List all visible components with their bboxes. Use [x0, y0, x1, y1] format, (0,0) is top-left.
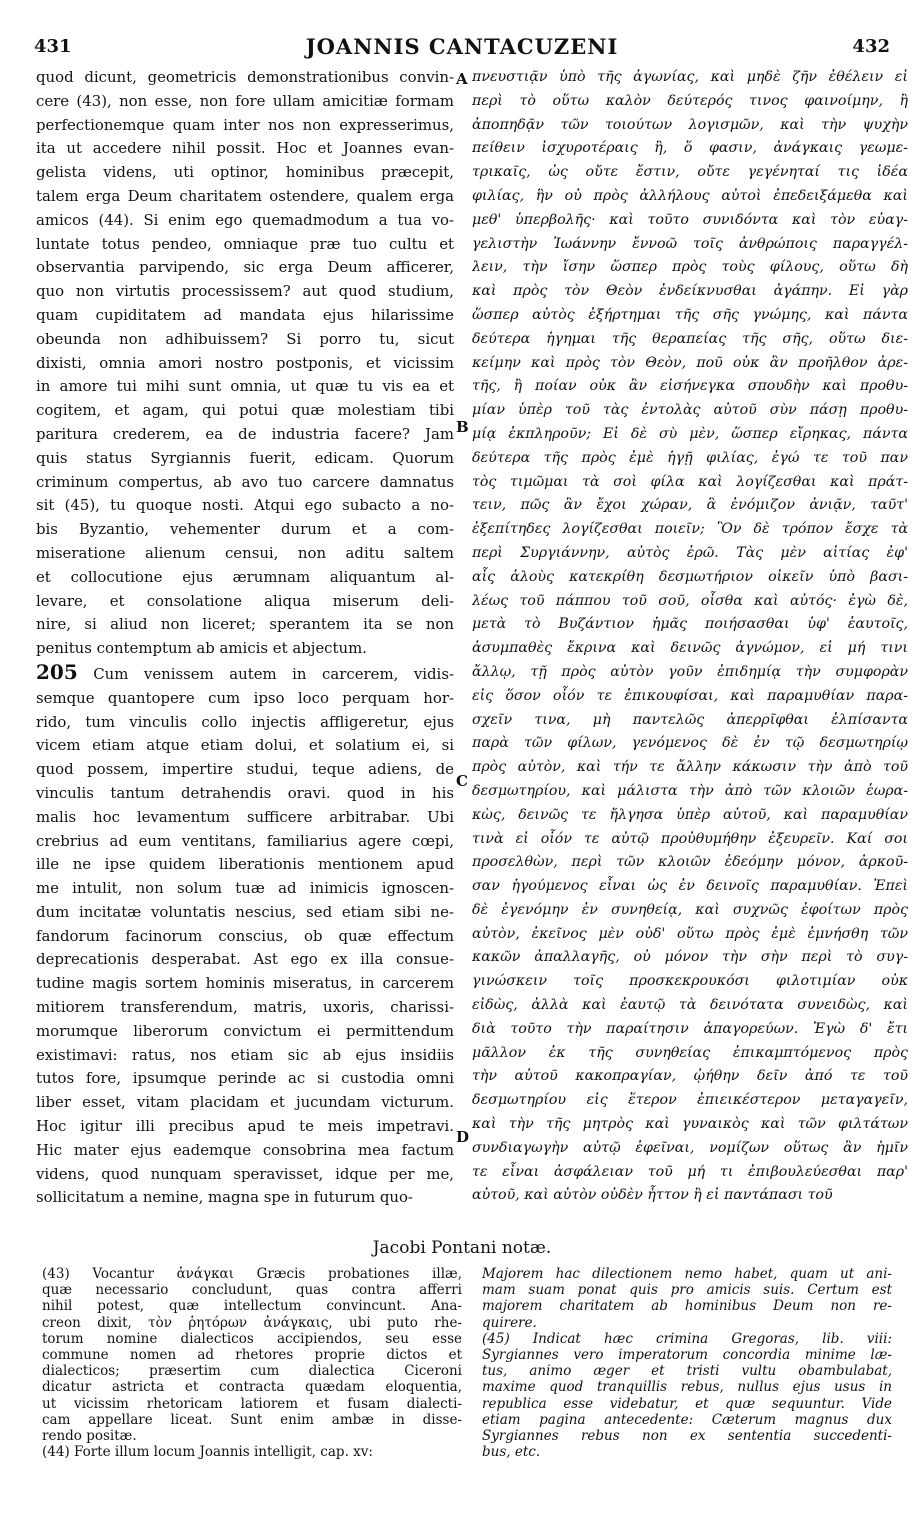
marker-d: D — [456, 1128, 470, 1146]
latin-text-line: quod possem, impertire studui, teque adiens, de — [36, 760, 454, 779]
latin-text-line: liber esset, vitam placidam et jucundam victurum. — [36, 1093, 454, 1112]
marker-b: B — [456, 418, 469, 436]
greek-text-line: ἀποπηδᾷν τῶν τοιούτων λογισμῶν, καὶ τὴν ψυχὴν — [472, 116, 908, 133]
greek-text-line: σχεῖν τινα, μὴ παντελῶς ἀπερρῖφθαι ἐλπίσαντα — [472, 711, 908, 728]
latin-text-line: gelista videns, uti optinor, hominibus præcepit, — [36, 163, 454, 182]
greek-text-line: τινὰ εἰ οἷόν τε αὐτῷ προὐθυμήθην ἐξευρεῖν. Καί σοι — [472, 830, 908, 847]
latin-text-line: quam cupiditatem ad mandata ejus hilarissime — [36, 305, 454, 324]
latin-text-line: levare, et consolatione aliqua miserum deli- — [36, 591, 454, 610]
note-line: (45) Indicat hæc crimina Gregoras, lib. viii: — [482, 1330, 892, 1347]
greek-text-line: κείμην καὶ πρὸς τὸν Θεὸν, ποῦ οὐκ ἂν προῆλθον ἀρε- — [472, 354, 908, 371]
notes-title: Jacobi Pontani notæ. — [372, 1238, 552, 1258]
latin-text-line: cogitem, et agam, qui potui quæ molestiam tibi — [36, 401, 454, 420]
latin-text-line: miseratione alienum censui, non aditu saltem — [36, 543, 454, 562]
greek-text-line: μίαν ὑπὲρ τοῦ τὰς ἐντολὰς αὐτοῦ σὺν πάσῃ προθυ- — [472, 402, 908, 419]
note-line: torum nomine dialecticos accipiendos, seu esse — [42, 1330, 462, 1347]
latin-text-line: morumque liberorum convictum ei permittendum — [36, 1021, 454, 1040]
latin-text-line: mitiorem transferendum, matris, uxoris, charissi- — [36, 998, 454, 1017]
greek-text-line: εἰς ὅσον οἷόν τε ἐπικουφίσαι, καὶ παραμυθίαν παρα- — [472, 687, 908, 704]
note-line: bus, etc. — [482, 1444, 541, 1461]
greek-text-line: δεσμωτηρίου εἰς ἕτερον ἐπιεικέστερον μεταγαγεῖν, — [472, 1092, 908, 1109]
latin-text-line: quo non virtutis processissem? aut quod studium, — [36, 282, 454, 301]
latin-text-line: cere (43), non esse, non fore ullam amicitiæ formam — [36, 91, 454, 110]
note-line: ut vicissim rhetoricam latiorem et fusam dialecti- — [42, 1395, 462, 1412]
greek-text-line: κὼς, δεινῶς τε ἤλγησα ὑπὲρ αὐτοῦ, καὶ παραμυθίαν — [472, 806, 908, 823]
greek-text-line: πνευστιᾷν ὑπὸ τῆς ἀγωνίας, καὶ μηδὲ ζῆν ἐθέλειν εἰ — [472, 69, 908, 85]
note-line: republica esse videbatur, et quæ sequuntur. Vide — [482, 1395, 892, 1412]
latin-text-line: tutos fore, ipsumque perinde ac si custodia omni — [36, 1069, 454, 1088]
greek-text-line: μεθ' ὑπερβολῆς· καὶ τοῦτο συνιδόντα καὶ τὸν εὐαγ- — [472, 211, 908, 228]
notes-left-column — [42, 1266, 462, 1460]
latin-text-line: rido, tum vinculis collo injectis affligeretur, ejus — [36, 712, 454, 731]
latin-text-line: bis Byzantio, vehementer durum et a com- — [36, 520, 454, 539]
latin-text-line: malis hoc levamentum sufficere arbitrabar. Ubi — [36, 807, 454, 826]
marker-a: A — [456, 70, 468, 88]
latin-text-line: me intulit, non solum tuæ ad inimicis ignoscen- — [36, 879, 454, 898]
latin-text-line: Hoc igitur illi precibus apud te meis impetravi. — [36, 1117, 454, 1136]
note-line: dicatur astricta et contracta quædam eloquentia, — [42, 1379, 462, 1396]
latin-text-line: ille ne ipse quidem liberationis mentionem apud — [36, 855, 454, 874]
greek-text-line: καὶ πρὸς τὸν Θεὸν ἐνδείκνυσθαι ἀγάπην. Εἰ γὰρ — [472, 283, 908, 300]
note-line: etiam pagina antecedente: Cæterum magnus dux — [482, 1411, 892, 1428]
running-title: JOANNIS CANTACUZENI — [305, 34, 619, 59]
latin-text-line: sit (45), tu quoque nosti. Atqui ego subacto a no- — [36, 496, 454, 515]
note-line: commune nomen ad rhetores proprie dictos et — [42, 1347, 462, 1364]
greek-text-line: συνδιαγωγὴν αὐτῷ ἐφεῖναι, νομίζων οὕτως ἂν ἡμῖν — [472, 1139, 908, 1156]
marker-c: C — [456, 772, 468, 790]
latin-text-line: fandorum facinorum conscius, ob quæ effectum — [36, 926, 454, 945]
page-number-left: 431 — [34, 36, 72, 57]
note-line: majorem charitatem ab hominibus Deum non re- — [482, 1298, 892, 1315]
latin-text-line: et collocutione ejus ærumnam aliquantum al- — [36, 567, 454, 586]
greek-text-line: μίᾳ ἐκπληροῦν; Εἰ δὲ σὺ μὲν, ὥσπερ εἴρηκας, πάντα — [472, 425, 908, 442]
greek-column — [472, 66, 908, 1232]
greek-text-line: φιλίας, ἣν οὐ πρὸς ἀλλήλους αὐτοὶ ἐπεδειξάμεθα καὶ — [472, 187, 908, 204]
note-line: dialecticos; præsertim cum dialectica Ciceroni — [42, 1363, 462, 1380]
greek-text-line: πείθειν ἰσχυροτέραις ἢ, ὅ φασιν, ἀνάγκαις γεωμε- — [472, 140, 908, 157]
greek-text-line: περὶ τὸ οὕτω καλὸν δεύτερός τινος φαινοίμην, ἢ — [472, 92, 908, 109]
latin-text-line: crebrius ad eum ventitans, familiarius agere cœpi, — [36, 831, 454, 850]
page-header — [0, 30, 924, 64]
greek-text-line: τὸς τιμῶμαι τὰ σοὶ φίλα καὶ λογίζεσθαι καὶ πράτ- — [472, 473, 908, 490]
greek-text-line: ἀσυμπαθὲς ἔκρινα καὶ δεινῶς ἀγνώμον, εἰ μή τινι — [472, 640, 908, 657]
section-number: 205 — [36, 660, 78, 684]
latin-text-line: videns, quod nunquam speravisset, idque per me, — [36, 1164, 454, 1183]
note-line: (44) Forte illum locum Joannis intelligit, cap. xv: — [42, 1444, 373, 1461]
note-line: maxime quod tranquillis rebus, nullus ejus usus in — [482, 1379, 892, 1396]
latin-text-line: dixisti, omnia amori nostro postponis, et vicissim — [36, 353, 454, 372]
greek-text-line: λειν, τὴν ἴσην ὥσπερ πρὸς τοὺς φίλους, οὕτω δὴ — [472, 259, 908, 276]
greek-text-line: διὰ τοῦτο τὴν παραίτησιν ἀπαγορεύων. Ἐγὼ δ' ἔτι — [472, 1020, 908, 1037]
greek-text-line: ἄλλῳ, τῇ πρὸς αὐτὸν γοῦν ἐπιδημίᾳ τὴν συμφορὰν — [472, 663, 908, 680]
latin-text-line: in amore tui mihi sunt omnia, ut quæ tu vis ea et — [36, 377, 454, 396]
latin-text-line: nire, si aliud non liceret; sperantem ita se non — [36, 615, 454, 634]
latin-text-line: semque quantopere cum ipso loco perquam hor- — [36, 688, 454, 707]
greek-text-line: εἰδὼς, ἀλλὰ καὶ ἑαυτῷ τὰ δεινότατα συνειδὼς, καὶ — [472, 997, 908, 1014]
greek-text-line: τειν, πῶς ἂν ἔχοι χώραν, ἃ ἐνόμιζον ἀνιᾷν, ταῦτ' — [472, 497, 908, 514]
greek-text-line: λέως τοῦ πάππου τοῦ σοῦ, οἶσθα καὶ αὐτός· ἐγὼ δὲ, — [472, 592, 908, 609]
greek-text-line: αἷς ἁλοὺς κατεκρίθη δεσμωτήριον οἰκεῖν ὑπὸ βασι- — [472, 568, 908, 585]
latin-text-line: paritura crederem, ea de industria facere? Jam — [36, 424, 454, 443]
page-number-right: 432 — [852, 36, 890, 57]
note-line: Majorem hac dilectionem nemo habet, quam ut ani- — [482, 1266, 892, 1282]
greek-text-line: δεσμωτηρίου, καὶ μάλιστα τὴν ἀπὸ τῶν κλοιῶν ἑωρα- — [472, 782, 908, 799]
latin-text-line: criminum compertus, ab avo tuo carcere damnatus — [36, 472, 454, 491]
greek-text-line: δὲ ἐγενόμην ἐν συνηθείᾳ, καὶ συχνῶς ἐφοίτων πρὸς — [472, 901, 908, 918]
greek-text-line: παρὰ τῶν φίλων, γενόμενος δὲ ἐν τῷ δεσμωτηρίῳ — [472, 735, 908, 752]
latin-text-line: obeunda non adhibuissem? Si porro tu, sicut — [36, 329, 454, 348]
greek-text-line: δεύτερα τῆς πρὸς ἐμὲ ἡγῇ φιλίας, ἐγώ τε τοῦ παν — [472, 449, 908, 466]
note-line: Syrgiannes vero imperatorum concordia minime læ- — [482, 1347, 892, 1364]
greek-text-line: αὐτὸν, ἐκεῖνος μὲν οὐδ' οὕτω πρὸς ἐμὲ ἐμνήσθη τῶν — [472, 925, 908, 942]
greek-text-line: ὥσπερ αὐτὸς ἐξήρτημαι τῆς σῆς γνώμης, καὶ πάντα — [472, 306, 908, 323]
greek-text-line: τὴν αὐτοῦ κακοπραγίαν, ᾠήθην δεῖν ἀπό τε τοῦ — [472, 1068, 908, 1085]
latin-text-line: vicem etiam atque etiam dolui, et solatium ei, si — [36, 736, 454, 755]
greek-text-line: γελιστὴν Ἰωάννην ἔννοῶ τοῖς ἀνθρώποις παραγγέλ- — [472, 235, 908, 252]
latin-text-line: deprecationis desperabat. Ast ego ex illa consue- — [36, 950, 454, 969]
latin-text-line: Hic mater ejus eademque consobrina mea factum — [36, 1140, 454, 1159]
note-line: nihil potest, quæ intellectum convincunt. Ana- — [42, 1298, 462, 1315]
greek-text-line: τῆς, ἢ ποίαν οὐκ ἂν εἰσήνεγκα σπουδὴν καὶ προθυ- — [472, 378, 908, 395]
latin-text-line: quis status Syrgiannis fuerit, edicam. Quorum — [36, 448, 454, 467]
greek-text-line: καὶ τὴν τῆς μητρὸς καὶ γυναικὸς καὶ τῶν φιλτάτων — [472, 1116, 908, 1133]
greek-text-line: πρὸς αὐτὸν, καὶ τήν τε ἄλλην κάκωσιν τὴν ἀπὸ τοῦ — [472, 759, 908, 776]
greek-text-line: κακῶν ἀπαλλαγῆς, οὐ μόνον τὴν σὴν περὶ τὸ συγ- — [472, 949, 908, 966]
latin-column — [36, 66, 454, 1232]
latin-text-line: penitus contemptum ab amicis et abjectum. — [36, 639, 367, 658]
greek-text-line: γινώσκειν τοῖς προσκεκρουκόσι φιλοτιμίαν οὐκ — [472, 973, 908, 990]
note-line: cam appellare liceat. Sunt enim ambæ in disse- — [42, 1411, 462, 1428]
latin-text-line: amicos (44). Si enim ego quemadmodum a tua vo- — [36, 210, 454, 229]
latin-text-line: 205 Cum venissem autem in carcerem, vidis- — [36, 660, 454, 684]
latin-text-line: luntate totus pendeo, omniaque præ tuo cultu et — [36, 234, 454, 253]
latin-text-line: observantia parvipendo, sic erga Deum afficerer, — [36, 258, 454, 277]
latin-text-line: tudine magis sortem hominis miseratus, in carcerem — [36, 974, 454, 993]
note-line: quæ necessario concludunt, quas contra afferri — [42, 1282, 462, 1299]
greek-text-line: αὐτοῦ, καὶ αὐτὸν οὐδὲν ἧττον ἢ εἰ παντάπασι τοῦ — [472, 1187, 833, 1204]
note-line: mam suam ponat quis pro amicis suis. Certum est — [482, 1282, 892, 1299]
greek-text-line: δεύτερα ἡγημαι τῆς θεραπείας τῆς σῆς, οὕτω διε- — [472, 330, 908, 347]
latin-text-line: perfectionemque quam inter nos non expresserimus, — [36, 115, 454, 134]
greek-text-line: προσελθὼν, περὶ τῶν κλοιῶν ἐδεόμην μόνον, ἀρκοῦ- — [472, 854, 908, 871]
greek-text-line: τε εἶναι ἀσφάλειαν τοῦ μή τι ἐπιβουλεύεσθαι παρ' — [472, 1163, 908, 1180]
latin-text-line: quod dicunt, geometricis demonstrationibus convin- — [36, 68, 454, 86]
latin-text-line: ita ut accedere nihil possit. Hoc et Joannes evan- — [36, 139, 454, 158]
greek-text-line: σαν ἡγούμενος εἶναι ὡς ἐν δεινοῖς παραμυθίαν. Ἐπεὶ — [472, 878, 908, 895]
latin-text-line: vinculis tantum detrahendis oravi. quod in his — [36, 783, 454, 802]
greek-text-line: ἐξεπίτηδες λογίζεσθαι ποιεῖν; Ὃν δὲ τρόπον ἔσχε τὰ — [472, 521, 908, 538]
latin-text-line: existimavi: ratus, nos etiam sic ab ejus insidiis — [36, 1045, 454, 1064]
greek-text-line: περὶ Συργιάννην, αὐτὸς ἐρῶ. Τὰς μὲν αἰτίας ἐφ' — [472, 544, 908, 561]
note-line: creon dixit, τὸν ῥητόρων ἀνάγκαις, ubi puto rhe- — [42, 1314, 462, 1331]
greek-text-line: μᾶλλον ἐκ τῆς συνηθείας ἐπικαμπτόμενος πρὸς — [472, 1044, 908, 1061]
note-line: tus, animo æger et tristi vultu obambulabat, — [482, 1363, 892, 1380]
greek-text-line: τρικαῖς, ὡς οὔτε ἔστιν, οὔτε γεγένηταί τις ἰδέα — [472, 164, 908, 181]
greek-text-line: μετὰ τὸ Βυζάντιον ἡμᾶς ποιήσασθαι ὑφ' ἑαυτοῖς, — [472, 616, 908, 633]
note-line: Syrgiannes rebus non ex sententia succedenti- — [482, 1428, 892, 1445]
note-line: quirere. — [482, 1314, 537, 1331]
latin-text-line: dum incitatæ voluntatis nescius, sed etiam sibi ne- — [36, 902, 454, 921]
latin-text-line: sollicitatum a nemine, magna spe in futurum quo- — [36, 1188, 413, 1207]
latin-text-line: talem erga Deum charitatem ostendere, qualem erga — [36, 186, 454, 205]
note-line: (43) Vocantur ἀνάγκαι Græcis probationes illæ, — [42, 1266, 462, 1282]
notes-right-column — [482, 1266, 892, 1460]
note-line: rendo positæ. — [42, 1428, 137, 1445]
